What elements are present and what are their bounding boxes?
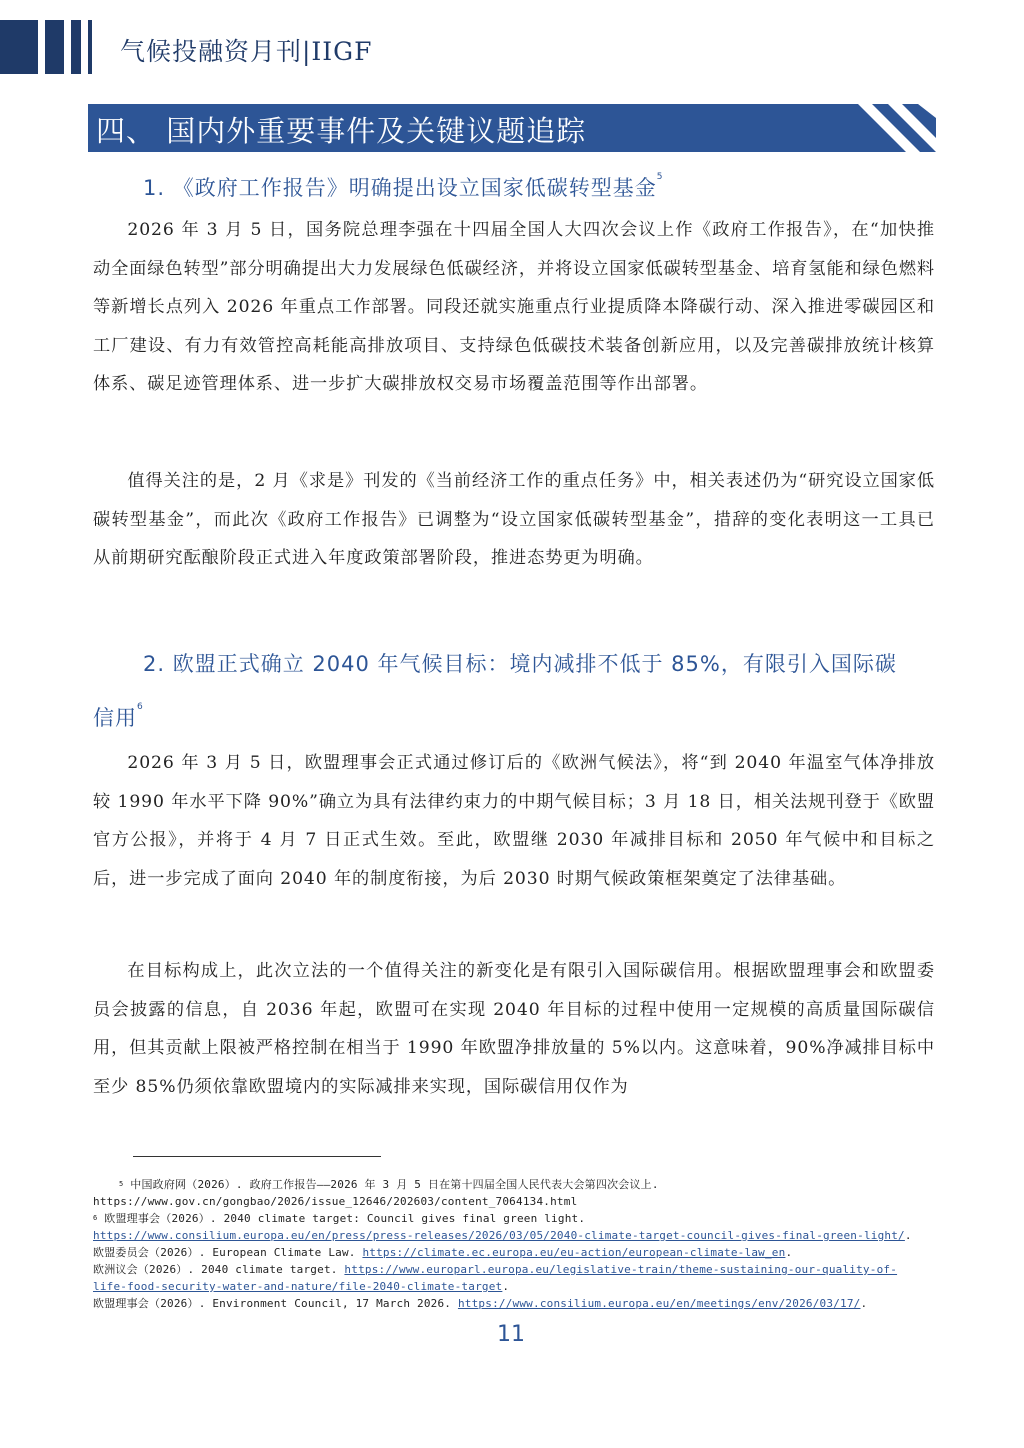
footnote-ref-6[interactable]: 6 [137, 702, 144, 712]
item-2-paragraph-2: 在目标构成上，此次立法的一个值得关注的新变化是有限引入国际碳信用。根据欧盟理事会和欧盟委员会披露的信息，自 2036 年起，欧盟可在实现 2040 年目标的过程中使用一定规模的高质量国际碳信用，但其贡献上限被严格控制在相当于 1990 年欧盟净排放量的 5%以内。这意味着，90%净减排目标中至少 85%仍须依靠欧盟境内的实际减排来实现，国际碳信用仅作为 [93, 961, 935, 1097]
footnote-6c: 欧洲议会（2026）. 2040 climate target. https://www.europarl.europa.eu/legislative-train/theme-sustaining-our-quality-of- [93, 1263, 898, 1276]
footnote-5-url: https://www.gov.cn/gongbao/2026/issue_12646/202603/content_7064134.html [93, 1195, 578, 1208]
footnotes [93, 1176, 943, 1312]
footnote-6b-link-climate-law[interactable]: https://climate.ec.europa.eu/eu-action/european-climate-law_en [362, 1246, 786, 1259]
item-2-paragraph-1: 2026 年 3 月 5 日，欧盟理事会正式通过修订后的《欧洲气候法》，将“到 2040 年温室气体净排放较 1990 年水平下降 90%”确立为具有法律约束力的中期气候目标；3 月 18 日，相关法规刊登于《欧盟官方公报》，并将于 4 月 7 日正式生效。至此，欧盟继 2030 年减排目标和 2050 年气候中和目标之后，进一步完成了面向 2040 年的制度衔接，为后 2030 时期气候政策框架奠定了法律基础。 [93, 753, 935, 889]
page-number: 11 [497, 1322, 525, 1347]
section-title: 四、 国内外重要事件及关键议题追踪 [96, 114, 587, 148]
journal-title: 气候投融资月刊|IIGF [120, 37, 373, 66]
section-banner [88, 104, 936, 152]
footnote-divider [133, 1156, 381, 1157]
footnote-6-link-consilium[interactable]: https://www.consilium.europa.eu/en/press/press-releases/2026/03/05/2040-climate-target-council-gives-final-green-light/ [93, 1229, 905, 1242]
item-2-heading-line1: 2. 欧盟正式确立 2040 年气候目标：境内减排不低于 85%，有限引入国际碳 [143, 652, 897, 676]
banner-stripes-icon [846, 104, 936, 152]
item-1-paragraph-2: 值得关注的是，2 月《求是》刊发的《当前经济工作的重点任务》中，相关表述仍为“研究设立国家低碳转型基金”，而此次《政府工作报告》已调整为“设立国家低碳转型基金”，措辞的变化表明这一工具已从前期研究酝酿阶段正式进入年度政策部署阶段，推进态势更为明确。 [93, 471, 935, 568]
footnote-6c-link-europarl-cont[interactable]: life-food-security-water-and-nature/file-2040-climate-target [93, 1280, 503, 1293]
footnote-6b: 欧盟委员会（2026）. European Climate Law. https://climate.ec.europa.eu/eu-action/european-climate-law_en. [93, 1246, 793, 1259]
footnote-6-link-line: https://www.consilium.europa.eu/en/press/press-releases/2026/03/05/2040-climate-target-council-gives-final-green-light/. [93, 1229, 912, 1242]
footnote-5: $^5$ 中国政府网（2026）. 政府工作报告——2026 年 3 月 5 日在第十四届全国人民代表大会第四次会议上. [119, 1178, 659, 1191]
footnote-ref-5[interactable]: 5 [656, 172, 664, 182]
footnote-6c-link-europarl[interactable]: https://www.europarl.europa.eu/legislative-train/theme-sustaining-our-quality-of- [344, 1263, 898, 1276]
footnote-6c-cont: life-food-security-water-and-nature/file-2040-climate-target. [93, 1280, 510, 1293]
footnote-6d-link-env-council[interactable]: https://www.consilium.europa.eu/en/meetings/env/2026/03/17/ [457, 1297, 861, 1310]
footnote-6: $^6$ 欧盟理事会（2026）. 2040 climate target: Council gives final green light. [93, 1212, 586, 1225]
item-2-heading-line2: 信用$^6$ [93, 702, 144, 730]
item-1-paragraph-1: 2026 年 3 月 5 日，国务院总理李强在十四届全国人大四次会议上作《政府工作报告》，在“加快推动全面绿色转型”部分明确提出大力发展绿色低碳经济，并将设立国家低碳转型基金、培育氢能和绿色燃料等新增长点列入 2026 年重点工作部署。同段还就实施重点行业提质降本降碳行动、深入推进零碳园区和工厂建设、有力有效管控高耗能高排放项目、支持绿色低碳技术装备创新应用，以及完善碳排放统计核算体系、碳足迹管理体系、进一步扩大碳排放权交易市场覆盖范围等作出部署。 [93, 220, 935, 394]
item-1-heading: 1. 《政府工作报告》明确提出设立国家低碳转型基金$^5$ [143, 172, 664, 200]
footnote-6d: 欧盟理事会（2026）. Environment Council, 17 March 2026. https://www.consilium.europa.eu/en/meetings/env/2026/03/17/. [93, 1297, 868, 1310]
